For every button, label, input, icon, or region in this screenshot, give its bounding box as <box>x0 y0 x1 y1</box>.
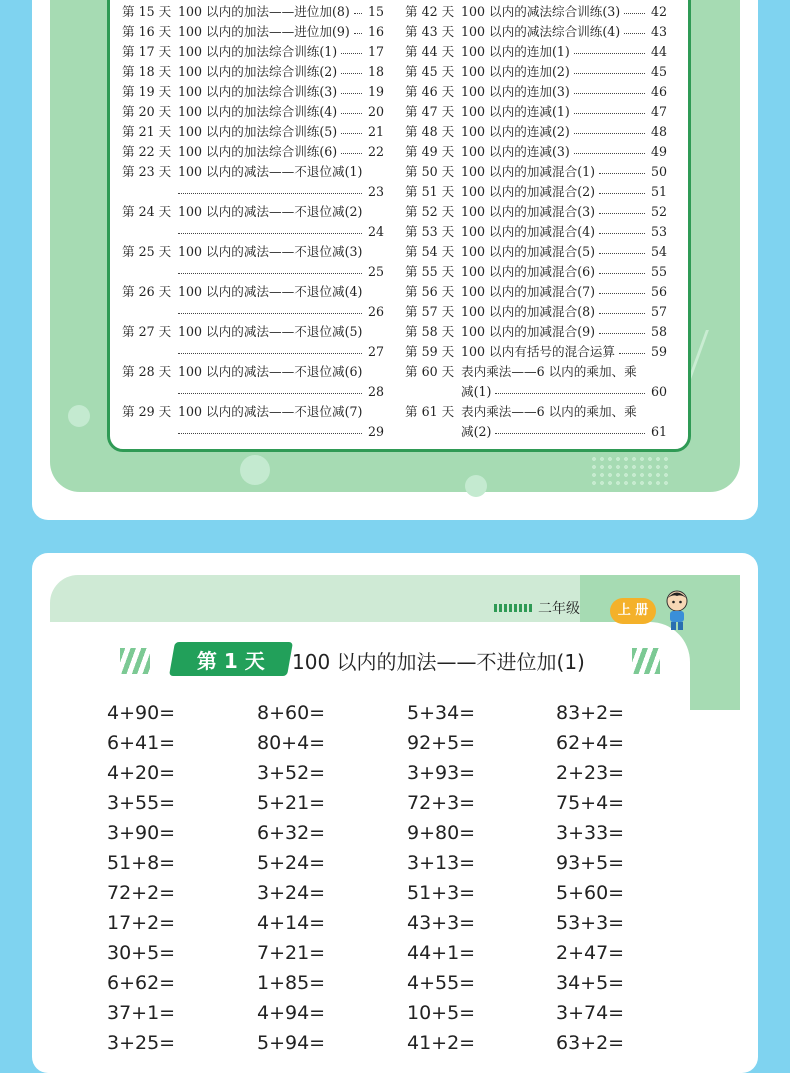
toc-page-number: 19 <box>367 84 384 99</box>
toc-line <box>122 422 384 442</box>
problem-row <box>107 788 707 818</box>
decorative-circle <box>68 405 90 427</box>
toc-entry <box>122 362 384 402</box>
problem-item: 4+20= <box>107 762 176 784</box>
problem-row <box>107 848 707 878</box>
toc-leader-dots <box>624 12 645 14</box>
toc-line <box>405 342 667 362</box>
problem-item: 3+24= <box>257 882 326 904</box>
toc-page-number: 15 <box>367 4 384 19</box>
problem-grid <box>107 698 707 1058</box>
toc-leader-dots <box>599 332 645 334</box>
toc-page-number: 57 <box>650 304 667 319</box>
toc-entry <box>405 42 667 62</box>
toc-page-number: 23 <box>367 184 384 199</box>
problem-item: 4+94= <box>257 1002 326 1024</box>
problem-item: 5+34= <box>407 702 476 724</box>
toc-title: 100 以内的加法综合训练(4) <box>178 104 338 119</box>
toc-line <box>122 102 384 122</box>
toc-leader-dots <box>574 72 645 74</box>
toc-day: 第 50 天 <box>405 164 455 179</box>
toc-title: 100 以内的加减混合(3) <box>461 204 596 219</box>
decorative-stripes <box>120 648 150 674</box>
toc-entry <box>405 182 667 202</box>
toc-page-number: 49 <box>650 144 667 159</box>
toc-title: 100 以内的加减混合(4) <box>461 224 596 239</box>
toc-page-number: 20 <box>367 104 384 119</box>
toc-day: 第 25 天 <box>122 244 172 259</box>
toc-day: 第 61 天 <box>405 404 455 419</box>
toc-entry <box>405 62 667 82</box>
toc-leader-dots <box>178 352 362 354</box>
toc-line <box>122 222 384 242</box>
toc-page-number: 22 <box>367 144 384 159</box>
toc-page-number: 27 <box>367 344 384 359</box>
problem-item: 3+55= <box>107 792 176 814</box>
toc-entry <box>405 102 667 122</box>
toc-line <box>405 422 667 442</box>
toc-entry <box>405 242 667 262</box>
toc-entry <box>405 142 667 162</box>
toc-day: 第 17 天 <box>122 44 172 59</box>
toc-line <box>405 242 667 262</box>
decorative-dots <box>590 455 670 489</box>
toc-day: 第 54 天 <box>405 244 455 259</box>
toc-line <box>122 282 384 302</box>
toc-day: 第 26 天 <box>122 284 172 299</box>
toc-page-number: 24 <box>367 224 384 239</box>
toc-leader-dots <box>624 32 645 34</box>
problem-item: 41+2= <box>407 1032 476 1054</box>
toc-leader-dots <box>341 152 362 154</box>
toc-day: 第 58 天 <box>405 324 455 339</box>
toc-line <box>122 362 384 382</box>
toc-page-number: 54 <box>650 244 667 259</box>
problem-item: 3+13= <box>407 852 476 874</box>
toc-page-number: 51 <box>650 184 667 199</box>
toc-leader-dots <box>178 272 362 274</box>
problem-row <box>107 908 707 938</box>
toc-leader-dots <box>354 12 362 14</box>
toc-title: 表内乘法——6 以内的乘加、乘 <box>461 364 637 379</box>
toc-page-number: 26 <box>367 304 384 319</box>
toc-line <box>405 82 667 102</box>
toc-title: 100 以内的加法综合训练(6) <box>178 144 338 159</box>
problem-item: 5+24= <box>257 852 326 874</box>
toc-page-number: 50 <box>650 164 667 179</box>
toc-title: 100 以内的连减(3) <box>461 144 570 159</box>
problem-item: 6+41= <box>107 732 176 754</box>
toc-page-number: 47 <box>650 104 667 119</box>
problem-item: 75+4= <box>556 792 625 814</box>
toc-line <box>122 122 384 142</box>
toc-entry <box>122 42 384 62</box>
toc-day: 第 59 天 <box>405 344 455 359</box>
toc-leader-dots <box>178 312 362 314</box>
toc-title: 100 以内的连减(2) <box>461 124 570 139</box>
problem-item: 5+94= <box>257 1032 326 1054</box>
problem-item: 80+4= <box>257 732 326 754</box>
toc-leader-dots <box>599 172 645 174</box>
toc-leader-dots <box>599 292 645 294</box>
grade-label: 二年级 <box>538 601 580 617</box>
problem-item: 51+3= <box>407 882 476 904</box>
toc-entry <box>405 202 667 222</box>
toc-leader-dots <box>341 112 362 114</box>
problem-item: 10+5= <box>407 1002 476 1024</box>
toc-leader-dots <box>619 352 645 354</box>
toc-page-number: 43 <box>650 24 667 39</box>
problem-row <box>107 938 707 968</box>
problem-item: 5+21= <box>257 792 326 814</box>
problem-item: 17+2= <box>107 912 176 934</box>
toc-day: 第 23 天 <box>122 164 172 179</box>
toc-leader-dots <box>574 132 645 134</box>
problem-item: 4+55= <box>407 972 476 994</box>
problem-item: 3+90= <box>107 822 176 844</box>
toc-entry <box>405 82 667 102</box>
toc-leader-dots <box>341 72 362 74</box>
day-label: 第 1 天 <box>197 648 265 673</box>
problem-item: 30+5= <box>107 942 176 964</box>
toc-line <box>405 302 667 322</box>
problem-item: 3+25= <box>107 1032 176 1054</box>
problem-item: 3+33= <box>556 822 625 844</box>
toc-leader-dots <box>599 212 645 214</box>
toc-line <box>405 2 667 22</box>
problem-item: 1+85= <box>257 972 326 994</box>
problem-item: 37+1= <box>107 1002 176 1024</box>
toc-day: 第 60 天 <box>405 364 455 379</box>
toc-day: 第 51 天 <box>405 184 455 199</box>
toc-leader-dots <box>178 232 362 234</box>
toc-day: 第 19 天 <box>122 84 172 99</box>
toc-line <box>122 62 384 82</box>
toc-leader-dots <box>354 32 362 34</box>
toc-line <box>122 262 384 282</box>
toc-leader-dots <box>599 312 645 314</box>
toc-page-number: 25 <box>367 264 384 279</box>
problem-row <box>107 758 707 788</box>
toc-page-number: 60 <box>650 384 667 399</box>
toc-day: 第 45 天 <box>405 64 455 79</box>
toc-line <box>122 42 384 62</box>
lesson-title: 100 以内的加法——不进位加(1) <box>292 650 585 674</box>
problem-item: 72+2= <box>107 882 176 904</box>
toc-entry <box>405 322 667 342</box>
problem-item: 6+62= <box>107 972 176 994</box>
toc-line <box>405 182 667 202</box>
decorative-circle <box>465 475 487 497</box>
problem-item: 92+5= <box>407 732 476 754</box>
toc-line <box>122 2 384 22</box>
toc-page-number: 46 <box>650 84 667 99</box>
toc-title: 100 以内的加法综合训练(3) <box>178 84 338 99</box>
toc-title: 100 以内的减法综合训练(4) <box>461 24 621 39</box>
arrows-icon <box>494 604 534 612</box>
toc-title: 100 以内的加减混合(6) <box>461 264 596 279</box>
toc-line <box>122 82 384 102</box>
problem-item: 4+14= <box>257 912 326 934</box>
toc-title: 100 以内的减法——不退位减(1) <box>178 164 363 179</box>
toc-line <box>122 242 384 262</box>
toc-title: 100 以内的连加(1) <box>461 44 570 59</box>
toc-entry <box>405 222 667 242</box>
toc-page-number: 59 <box>650 344 667 359</box>
volume-badge: 上 册 <box>610 598 656 624</box>
decorative-stripes <box>632 648 660 674</box>
toc-entry <box>122 2 384 22</box>
toc-leader-dots <box>574 92 645 94</box>
toc-page-number: 16 <box>367 24 384 39</box>
decorative-circle <box>240 455 270 485</box>
toc-line <box>122 182 384 202</box>
toc-entry <box>122 82 384 102</box>
problem-item: 4+90= <box>107 702 176 724</box>
toc-day: 第 55 天 <box>405 264 455 279</box>
kid-icon <box>660 588 694 632</box>
toc-title: 100 以内的减法——不退位减(5) <box>178 324 363 339</box>
toc-entry <box>405 2 667 22</box>
toc-line <box>405 42 667 62</box>
toc-day: 第 43 天 <box>405 24 455 39</box>
lesson-header <box>120 642 660 678</box>
toc-day: 第 42 天 <box>405 4 455 19</box>
toc-title: 100 以内的加法综合训练(5) <box>178 124 338 139</box>
toc-title: 100 以内的减法综合训练(3) <box>461 4 621 19</box>
day-badge <box>169 642 293 676</box>
toc-page-number: 42 <box>650 4 667 19</box>
toc-line <box>405 142 667 162</box>
problem-row <box>107 728 707 758</box>
toc-day: 第 22 天 <box>122 144 172 159</box>
problem-item: 3+93= <box>407 762 476 784</box>
toc-leader-dots <box>574 112 645 114</box>
problem-item: 9+80= <box>407 822 476 844</box>
toc-title: 100 以内的减法——不退位减(4) <box>178 284 363 299</box>
toc-leader-dots <box>178 192 362 194</box>
toc-line <box>122 202 384 222</box>
toc-entry <box>405 402 667 442</box>
toc-leader-dots <box>178 432 362 434</box>
toc-line <box>122 402 384 422</box>
toc-entry <box>122 282 384 322</box>
toc-line <box>122 342 384 362</box>
toc-page-number: 48 <box>650 124 667 139</box>
problem-item: 3+52= <box>257 762 326 784</box>
toc-line <box>405 222 667 242</box>
toc-entry <box>122 122 384 142</box>
toc-entry <box>122 22 384 42</box>
toc-line <box>405 22 667 42</box>
toc-entry <box>122 402 384 442</box>
problem-item: 6+32= <box>257 822 326 844</box>
toc-title: 表内乘法——6 以内的乘加、乘 <box>461 404 637 419</box>
toc-title: 100 以内有括号的混合运算 <box>461 344 615 359</box>
problem-item: 63+2= <box>556 1032 625 1054</box>
toc-entry <box>405 262 667 282</box>
toc-title: 100 以内的加法——进位加(8) <box>178 4 350 19</box>
toc-day: 第 24 天 <box>122 204 172 219</box>
toc-leader-dots <box>495 432 645 434</box>
toc-day: 第 56 天 <box>405 284 455 299</box>
toc-day: 第 52 天 <box>405 204 455 219</box>
toc-day: 第 15 天 <box>122 4 172 19</box>
toc-page-number: 56 <box>650 284 667 299</box>
toc-title: 100 以内的减法——不退位减(3) <box>178 244 363 259</box>
problem-item: 83+2= <box>556 702 625 724</box>
toc-page-number: 21 <box>367 124 384 139</box>
toc-title: 100 以内的加减混合(9) <box>461 324 596 339</box>
toc-leader-dots <box>599 232 645 234</box>
problem-item: 5+60= <box>556 882 625 904</box>
toc-line <box>405 122 667 142</box>
toc-leader-dots <box>341 132 362 134</box>
toc-day: 第 28 天 <box>122 364 172 379</box>
problem-item: 72+3= <box>407 792 476 814</box>
toc-line <box>405 382 667 402</box>
toc-title: 100 以内的加减混合(8) <box>461 304 596 319</box>
toc-title: 100 以内的加减混合(2) <box>461 184 596 199</box>
problem-item: 2+23= <box>556 762 625 784</box>
toc-title: 100 以内的连加(3) <box>461 84 570 99</box>
toc-page-number: 18 <box>367 64 384 79</box>
toc-entry <box>405 302 667 322</box>
toc-entry <box>122 242 384 282</box>
toc-entry <box>122 322 384 362</box>
problem-row <box>107 698 707 728</box>
toc-leader-dots <box>599 192 645 194</box>
toc-page-number: 45 <box>650 64 667 79</box>
toc-title: 100 以内的减法——不退位减(7) <box>178 404 363 419</box>
toc-page-number: 55 <box>650 264 667 279</box>
toc-entry <box>122 102 384 122</box>
problem-item: 93+5= <box>556 852 625 874</box>
toc-leader-dots <box>574 152 645 154</box>
problem-item: 51+8= <box>107 852 176 874</box>
toc-title: 100 以内的加减混合(5) <box>461 244 596 259</box>
problem-row <box>107 818 707 848</box>
toc-line <box>405 402 667 422</box>
toc-title: 100 以内的减法——不退位减(6) <box>178 364 363 379</box>
toc-page-number: 44 <box>650 44 667 59</box>
toc-day: 第 20 天 <box>122 104 172 119</box>
toc-title-continued: 减(2) <box>461 424 492 439</box>
problem-row <box>107 968 707 998</box>
toc-line <box>405 102 667 122</box>
toc-day: 第 16 天 <box>122 24 172 39</box>
toc-title: 100 以内的加减混合(1) <box>461 164 596 179</box>
toc-leader-dots <box>599 272 645 274</box>
toc-day: 第 57 天 <box>405 304 455 319</box>
toc-entry <box>122 62 384 82</box>
toc-title: 100 以内的加法综合训练(2) <box>178 64 338 79</box>
toc-page-number: 53 <box>650 224 667 239</box>
problem-item: 7+21= <box>257 942 326 964</box>
problem-item: 62+4= <box>556 732 625 754</box>
toc-day: 第 29 天 <box>122 404 172 419</box>
problem-item: 53+3= <box>556 912 625 934</box>
toc-entry <box>405 362 667 402</box>
toc-page-number: 28 <box>367 384 384 399</box>
toc-entry <box>122 142 384 162</box>
toc-line <box>405 162 667 182</box>
toc-entry <box>405 282 667 302</box>
toc-leader-dots <box>495 392 645 394</box>
toc-line <box>405 62 667 82</box>
toc-entry <box>405 342 667 362</box>
toc-line <box>122 322 384 342</box>
toc-day: 第 46 天 <box>405 84 455 99</box>
toc-leader-dots <box>178 392 362 394</box>
toc-line <box>122 162 384 182</box>
toc-title: 100 以内的加法——进位加(9) <box>178 24 350 39</box>
toc-line <box>405 362 667 382</box>
toc-title: 100 以内的加减混合(7) <box>461 284 596 299</box>
toc-line <box>122 142 384 162</box>
toc-day: 第 27 天 <box>122 324 172 339</box>
toc-line <box>405 262 667 282</box>
problem-row <box>107 1028 707 1058</box>
problem-row <box>107 878 707 908</box>
problem-item: 2+47= <box>556 942 625 964</box>
toc-entry <box>122 162 384 202</box>
problem-item: 8+60= <box>257 702 326 724</box>
problem-item: 44+1= <box>407 942 476 964</box>
toc-page-number: 61 <box>650 424 667 439</box>
toc-entry <box>405 22 667 42</box>
toc-page-number: 52 <box>650 204 667 219</box>
toc-day: 第 21 天 <box>122 124 172 139</box>
toc-line <box>122 382 384 402</box>
problem-row <box>107 998 707 1028</box>
toc-line <box>122 22 384 42</box>
toc-title: 100 以内的减法——不退位减(2) <box>178 204 363 219</box>
toc-entry <box>405 162 667 182</box>
toc-day: 第 53 天 <box>405 224 455 239</box>
toc-day: 第 47 天 <box>405 104 455 119</box>
toc-day: 第 18 天 <box>122 64 172 79</box>
toc-line <box>405 322 667 342</box>
toc-title: 100 以内的加法综合训练(1) <box>178 44 338 59</box>
toc-leader-dots <box>599 252 645 254</box>
toc-day: 第 49 天 <box>405 144 455 159</box>
toc-title-continued: 减(1) <box>461 384 492 399</box>
toc-line <box>122 302 384 322</box>
problem-item: 34+5= <box>556 972 625 994</box>
toc-entry <box>122 202 384 242</box>
toc-day: 第 48 天 <box>405 124 455 139</box>
toc-line <box>405 282 667 302</box>
toc-title: 100 以内的连减(1) <box>461 104 570 119</box>
toc-day: 第 44 天 <box>405 44 455 59</box>
toc-leader-dots <box>341 52 362 54</box>
toc-title: 100 以内的连加(2) <box>461 64 570 79</box>
toc-line <box>405 202 667 222</box>
problem-item: 43+3= <box>407 912 476 934</box>
toc-page-number: 29 <box>367 424 384 439</box>
toc-leader-dots <box>574 52 645 54</box>
toc-leader-dots <box>341 92 362 94</box>
toc-page-number: 17 <box>367 44 384 59</box>
toc-page-number: 58 <box>650 324 667 339</box>
problem-item: 3+74= <box>556 1002 625 1024</box>
toc-entry <box>405 122 667 142</box>
